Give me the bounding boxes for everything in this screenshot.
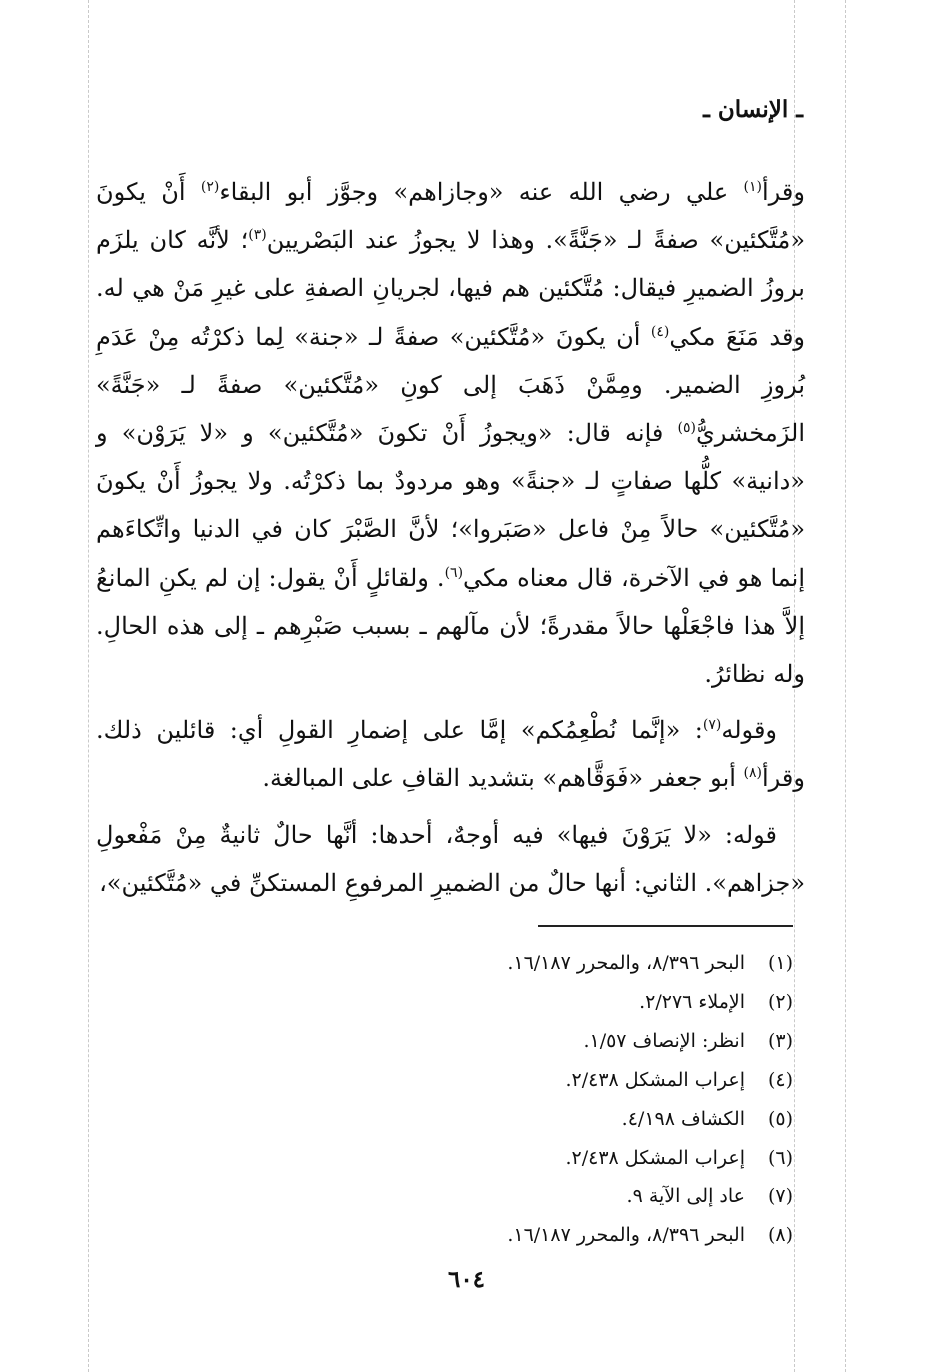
paragraph: وقرأ$^{(١)}$ علي رضي الله عنه «وجازاهم» وجوَّز أبو البقاء$^{(٢)}$ أَنْ يكونَ «مُتَّكئين» صفةً لـ «جَنَّةً». وهذا لا يجوزُ عند البَصْريين$^{(٣)}$؛ لأنَّه كان يلزَم بروزُ الضميرِ فيقال: مُتَّكئين هم فيها، لجريانِ الصفةِ على غيرِ مَنْ هي له. وقد مَنَعَ مكي$^{(٤)}$ أن يكونَ «مُتَّكئين» صفةً لـ «جنة» لِما ذكرْتُه مِنْ عَدَمِ بُروزِ الضمير. ومِمَّنْ ذَهَبَ إلى كونِ «مُتَّكئين» صفةً لـ «جَنَّةً» الزَمخشريُّ$^{(٥)}$ فإنه قال: «ويجوزُ أَنْ تكونَ «مُتَّكئين» و «لا يَرَوْن» و «دانية» كلُّها صفاتٍ لـ «جنةً» وهو مردودٌ بما ذكرْتُه. ولا يجوزُ أَنْ يكونَ «مُتَّكئين» حالاً مِنْ فاعل «صَبَروا»؛ لأنَّ الصَّبْرَ كان في الدنيا واتِّكاءَهم إنما هو في الآخرة، قال معناه مكي$^{(٦)}$. ولقائلٍ أَنْ يقول: إن لم يكنِ المانعُ إلاَّ هذا فاجْعَلْها حالاً مقدرةً؛ لأن مآلهم ـ بسبب صَبْرِهم ـ إلى هذه الحالِ. وله نظائرُ.	[96, 178, 806, 689]
footnote-ref[interactable]: (٦)	[444, 564, 464, 581]
scan-guide-line	[88, 0, 89, 1372]
footnote	[273, 1061, 793, 1100]
footnote-text: انظر: الإنصاف ١/٥٧.	[583, 1029, 745, 1052]
footnote-text: الإملاء ٢/٢٧٦.	[639, 990, 745, 1013]
footnote-text: عاد إلى الآية ٩.	[626, 1185, 745, 1208]
footnote	[273, 1139, 793, 1178]
footnote	[273, 1177, 793, 1216]
footnote-ref[interactable]: (٤)	[650, 323, 670, 340]
footnote-text: إعراب المشكل ٢/٤٣٨.	[565, 1146, 745, 1169]
footnote-ref[interactable]: (٣)	[248, 227, 267, 244]
paragraph: قوله: «لا يَرَوْنَ فيها» فيه أوجهٌ، أحدها: أنَّها حالٌ ثانيةٌ مِنْ مَفْعولِ «جزاهم». الثاني: أنها حالٌ من الضميرِ المرفوعِ المستكنِّ في «مُتَّكئين»،	[96, 820, 805, 897]
footnote-ref[interactable]: (٢)	[200, 179, 220, 195]
running-header: ـ الإنسان ـ	[703, 96, 803, 123]
footnote-text: إعراب المشكل ٢/٤٣٨.	[565, 1068, 745, 1091]
footnote-separator	[538, 925, 793, 927]
footnote	[273, 1022, 793, 1061]
footnote-number: (٣)	[767, 1029, 793, 1052]
footnote-number: (٤)	[767, 1068, 793, 1091]
footnote-number: (٧)	[767, 1185, 793, 1208]
footnote	[273, 1216, 793, 1255]
main-text	[96, 168, 805, 907]
footnote-number: (٨)	[767, 1224, 793, 1247]
footnote-ref[interactable]: (٧)	[702, 717, 722, 734]
footnote-ref[interactable]: (١)	[743, 179, 763, 195]
footnote-text: البحر ٨/٣٩٦، والمحرر ١٦/١٨٧.	[507, 1224, 745, 1247]
footnote	[273, 1100, 793, 1139]
footnote	[273, 944, 793, 983]
footnotes-list	[273, 944, 793, 1255]
footnote-text: البحر ٨/٣٩٦، والمحرر ١٦/١٨٧.	[507, 952, 745, 974]
footnote-number: (١)	[767, 952, 793, 974]
footnote-ref[interactable]: (٥)	[677, 420, 696, 437]
footnote-number: (٦)	[767, 1146, 793, 1169]
footnote	[273, 983, 793, 1022]
footnote-text: الكشاف ٤/١٩٨.	[621, 1107, 745, 1130]
scan-guide-line	[845, 0, 846, 1372]
footnote-number: (٢)	[767, 990, 793, 1013]
footnote-number: (٥)	[767, 1107, 793, 1130]
paragraph: وقوله$^{(٧)}$: «إنَّما نُطْعِمُكم» إمَّا على إضمارِ القولِ أي: قائلين ذلك. وقرأ$^{(٨)}$ أبو جعفر «فَوَقَّاهم» بتشديد القافِ على المبالغة.	[96, 716, 805, 793]
footnote-ref[interactable]: (٨)	[743, 765, 763, 782]
page-number: ٦٠٤	[447, 1266, 486, 1293]
